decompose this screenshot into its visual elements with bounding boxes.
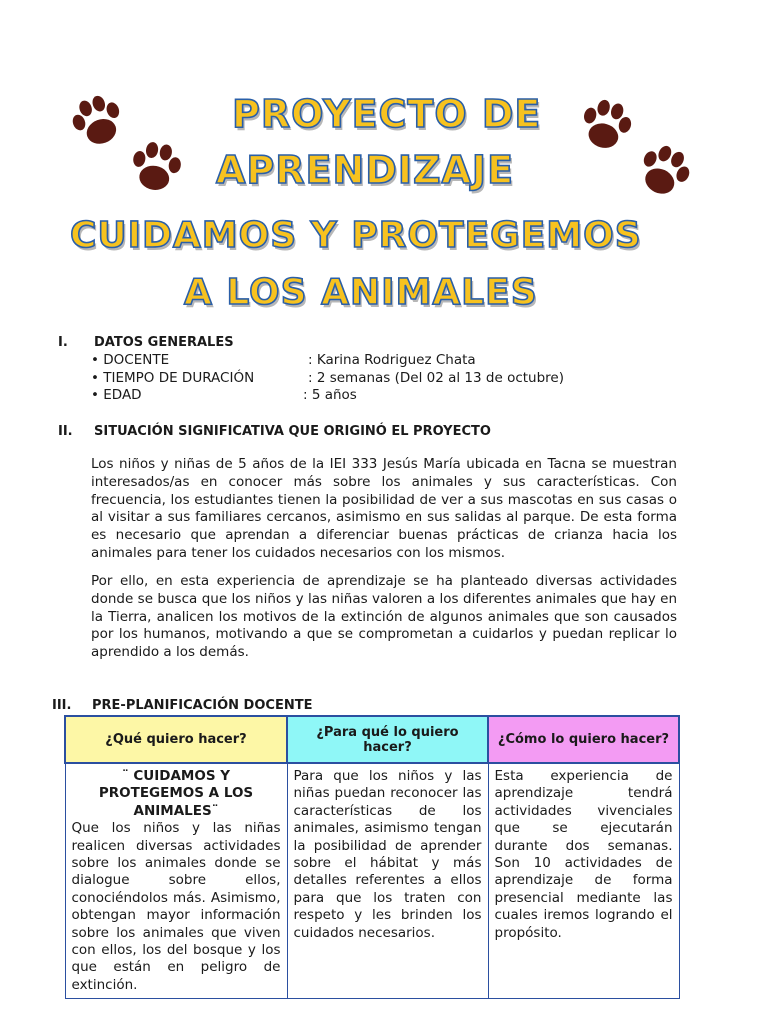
paw-print-icon xyxy=(574,94,638,158)
paw-print-icon xyxy=(124,136,188,200)
title-line-2: APRENDIZAJE xyxy=(216,148,515,192)
subtitle-line-2: A LOS ANIMALES xyxy=(184,272,538,313)
section-number: III. xyxy=(52,698,72,713)
section-heading-situacion xyxy=(58,424,491,439)
info-label: • DOCENTE xyxy=(91,352,170,368)
paw-print-icon xyxy=(66,90,130,154)
column-header-como: ¿Cómo lo quiero hacer? xyxy=(488,716,679,763)
info-row-edad xyxy=(91,387,142,403)
section-title: SITUACIÓN SIGNIFICATIVA QUE ORIGINÓ EL PROYECTO xyxy=(94,424,491,439)
section-title: PRE-PLANIFICACIÓN DOCENTE xyxy=(92,698,313,713)
cell-title: ¨ CUIDAMOS Y PROTEGEMOS A LOS ANIMALES¨ xyxy=(98,768,254,819)
section-number: I. xyxy=(58,335,68,350)
column-header-para-que: ¿Para qué lo quiero hacer? xyxy=(287,716,488,763)
info-value-docente: : Karina Rodriguez Chata xyxy=(308,352,476,368)
table-header-row xyxy=(65,716,679,763)
section-heading-preplanificacion xyxy=(52,698,312,713)
cell-como: Esta experiencia de aprendizaje tendrá actividades vivenciales que se ejecutarán durante dos semanas. Son 10 actividades de aprendizaje de forma presencial mediante las cuales iremos logrando el propósito. xyxy=(488,763,679,999)
section-heading-datos-generales xyxy=(58,335,234,350)
cell-para-que: Para que los niños y las niñas puedan reconocer las características de los animales, asimismo tengan la posibilidad de aprender sobre el hábitat y más detalles referentes a ellos para que los traten con respeto y les brinden los cuidados necesarios. xyxy=(287,763,488,999)
info-label: • EDAD xyxy=(91,387,142,403)
cell-que xyxy=(65,763,287,999)
info-row-docente xyxy=(91,352,169,368)
paragraph-situacion-1: Los niños y niñas de 5 años de la IEI 333 Jesús María ubicada en Tacna se muestran interesados/as en conocer más sobre los animales y sus características. Con frecuencia, los estudiantes tienen la posibilidad de ver a sus mascotas en sus casas o al visitar a sus familiares cercanos, asimismo en sus salidas al parque. De esta forma es necesario que aprendan a diferenciar buenas prácticas de crianza hacia los animales para tener los cuidados necesarios con los mismos. xyxy=(91,456,677,561)
paragraph-situacion-2: Por ello, en esta experiencia de aprendizaje se ha planteado diversas actividades donde se busca que los niños y las niñas valoren a los diferentes animales que hay en la Tierra, analicen los motivos de la extinción de algunos animales que son causados por los humanos, motivando a que se comprometan a cuidarlos y puedan replicar lo aprendido a los demás. xyxy=(91,573,677,661)
column-header-que: ¿Qué quiero hacer? xyxy=(65,716,287,763)
info-label: • TIEMPO DE DURACIÓN xyxy=(91,370,255,386)
section-number: II. xyxy=(58,424,73,439)
title-line-1: PROYECTO DE xyxy=(232,92,542,136)
info-value-tiempo: : 2 semanas (Del 02 al 13 de octubre) xyxy=(308,370,564,386)
info-value-edad: : 5 años xyxy=(303,387,357,403)
table-row xyxy=(65,763,679,999)
section-title: DATOS GENERALES xyxy=(94,335,234,350)
subtitle-line-1: CUIDAMOS Y PROTEGEMOS xyxy=(70,215,642,256)
planning-table xyxy=(64,715,680,999)
paw-print-icon xyxy=(632,140,696,204)
cell-text: Que los niños y las niñas realicen diversas actividades sobre los animales donde se dialogue sobre ellos, conociéndolos más. Asimismo, obtengan mayor información sobre los animales que viven con ellos, los del bosque y los que están en peligro de extinción. xyxy=(71,820,281,993)
info-row-tiempo xyxy=(91,370,254,386)
